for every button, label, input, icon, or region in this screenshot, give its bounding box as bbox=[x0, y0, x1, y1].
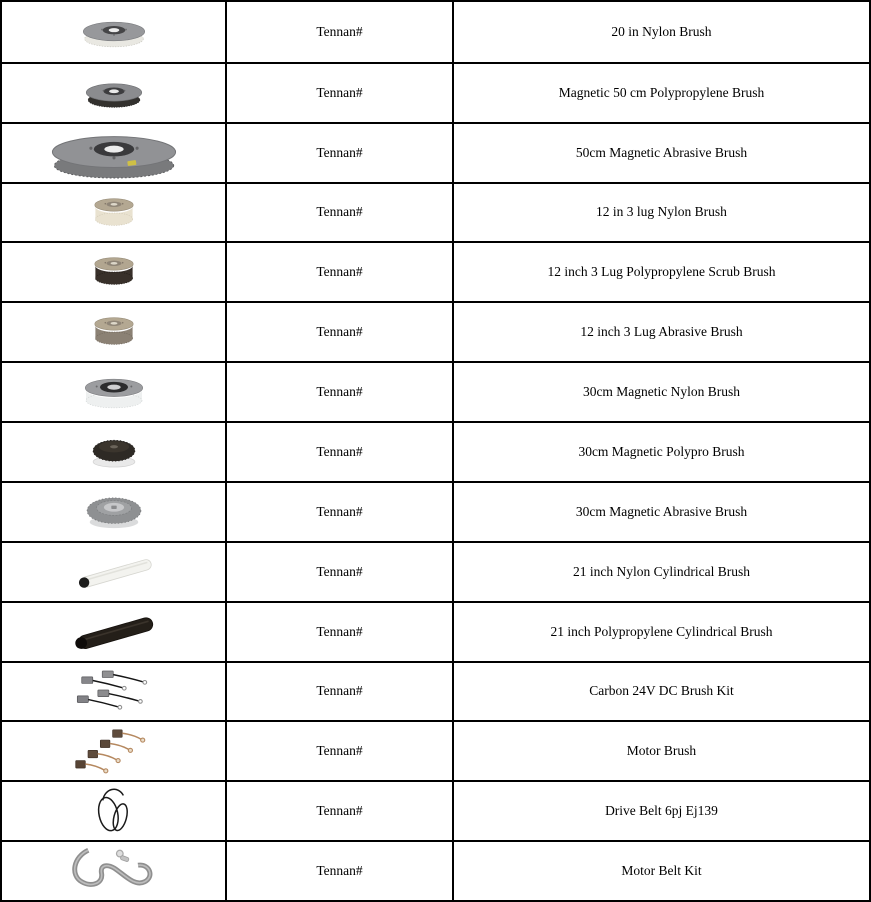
part-number-text: Tennan# bbox=[316, 743, 363, 759]
description-cell bbox=[452, 603, 869, 661]
21-inch-nylon-cylindrical-brush-image bbox=[66, 548, 162, 596]
table-row bbox=[2, 62, 869, 122]
table-row bbox=[2, 661, 869, 721]
12-inch-3-lug-abrasive-brush-image bbox=[83, 312, 145, 352]
product-image-cell bbox=[2, 363, 225, 421]
21-inch-polypropylene-cylindrical-brush-image bbox=[64, 607, 164, 657]
part-number-text: Tennan# bbox=[316, 862, 363, 878]
part-number-cell bbox=[225, 483, 452, 541]
product-image-cell bbox=[2, 543, 225, 601]
table-row bbox=[2, 361, 869, 421]
description-cell bbox=[452, 663, 869, 721]
part-number-text: Tennan# bbox=[316, 443, 363, 459]
magnetic-50cm-polypropylene-brush-image bbox=[77, 74, 151, 111]
part-number-cell bbox=[225, 2, 452, 62]
description-text: Carbon 24V DC Brush Kit bbox=[589, 683, 734, 699]
description-cell bbox=[452, 483, 869, 541]
part-number-cell bbox=[225, 124, 452, 182]
description-text: 20 in Nylon Brush bbox=[611, 23, 712, 39]
table-row bbox=[2, 780, 869, 840]
30cm-magnetic-polypro-brush-image bbox=[81, 433, 147, 471]
motor-belt-kit-image bbox=[64, 842, 164, 900]
product-image-cell bbox=[2, 64, 225, 122]
part-number-text: Tennan# bbox=[316, 84, 363, 100]
part-number-text: Tennan# bbox=[316, 683, 363, 699]
drive-belt-image bbox=[2, 782, 225, 840]
part-number-cell bbox=[225, 543, 452, 601]
description-cell bbox=[452, 64, 869, 122]
product-image-cell bbox=[2, 184, 225, 242]
description-cell bbox=[452, 303, 869, 361]
description-text: 30cm Magnetic Polypro Brush bbox=[578, 443, 745, 459]
12-in-3-lug-nylon-brush-image bbox=[83, 193, 145, 233]
product-image-cell bbox=[2, 124, 225, 182]
table-row bbox=[2, 601, 869, 661]
part-number-text: Tennan# bbox=[316, 623, 363, 639]
part-number-text: Tennan# bbox=[316, 23, 363, 39]
table-row bbox=[2, 301, 869, 361]
description-text: 50cm Magnetic Abrasive Brush bbox=[575, 144, 748, 160]
product-image-cell bbox=[2, 483, 225, 541]
12-inch-3-lug-polypropylene-scrub-brush-image bbox=[83, 252, 145, 292]
motor-belt-kit-image bbox=[2, 842, 225, 900]
part-number-text: Tennan# bbox=[316, 324, 363, 340]
part-number-cell bbox=[225, 722, 452, 780]
product-image-cell bbox=[2, 243, 225, 301]
description-text: 12 inch 3 Lug Abrasive Brush bbox=[580, 324, 743, 340]
table-row bbox=[2, 182, 869, 242]
description-cell bbox=[452, 423, 869, 481]
table-row bbox=[2, 421, 869, 481]
description-cell bbox=[452, 184, 869, 242]
description-text: 12 inch 3 Lug Polypropylene Scrub Brush bbox=[547, 264, 776, 280]
part-number-cell bbox=[225, 782, 452, 840]
part-number-cell bbox=[225, 303, 452, 361]
20-in-nylon-brush-image bbox=[74, 12, 154, 51]
50cm-magnetic-abrasive-brush-image bbox=[37, 124, 191, 182]
part-number-text: Tennan# bbox=[316, 204, 363, 220]
table-row bbox=[2, 241, 869, 301]
part-number-text: Tennan# bbox=[316, 144, 363, 160]
part-number-text: Tennan# bbox=[316, 503, 363, 519]
description-text: 30cm Magnetic Nylon Brush bbox=[582, 384, 741, 400]
description-text: Motor Belt Kit bbox=[621, 862, 702, 878]
product-image-cell bbox=[2, 603, 225, 661]
30cm-magnetic-nylon-brush-image bbox=[74, 371, 154, 414]
table-row bbox=[2, 2, 869, 62]
part-number-text: Tennan# bbox=[316, 384, 363, 400]
description-cell bbox=[452, 782, 869, 840]
product-image-cell bbox=[2, 2, 225, 62]
description-cell bbox=[452, 722, 869, 780]
description-cell bbox=[452, 2, 869, 62]
description-cell bbox=[452, 243, 869, 301]
part-number-cell bbox=[225, 663, 452, 721]
part-number-text: Tennan# bbox=[316, 803, 363, 819]
part-number-text: Tennan# bbox=[316, 264, 363, 280]
part-number-cell bbox=[225, 363, 452, 421]
description-cell bbox=[452, 842, 869, 900]
product-image-cell bbox=[2, 303, 225, 361]
part-number-cell bbox=[225, 603, 452, 661]
motor-brush-image bbox=[73, 727, 155, 775]
description-cell bbox=[452, 363, 869, 421]
description-text: 21 inch Polypropylene Cylindrical Brush bbox=[550, 623, 773, 639]
description-text: 30cm Magnetic Abrasive Brush bbox=[575, 503, 748, 519]
table-row bbox=[2, 720, 869, 780]
description-text: Drive Belt 6pj Ej139 bbox=[605, 803, 718, 819]
table-row bbox=[2, 541, 869, 601]
product-image-cell bbox=[2, 423, 225, 481]
part-number-cell bbox=[225, 184, 452, 242]
part-number-cell bbox=[225, 64, 452, 122]
30cm-magnetic-abrasive-brush-image bbox=[77, 491, 151, 533]
description-text: 12 in 3 lug Nylon Brush bbox=[596, 204, 727, 220]
description-text: 21 inch Nylon Cylindrical Brush bbox=[573, 563, 750, 579]
part-number-cell bbox=[225, 243, 452, 301]
part-number-cell bbox=[225, 423, 452, 481]
product-image-cell bbox=[2, 663, 225, 721]
drive-belt-image bbox=[92, 783, 136, 839]
product-image-cell bbox=[2, 722, 225, 780]
description-text: Motor Brush bbox=[626, 743, 697, 759]
description-cell bbox=[452, 124, 869, 182]
part-number-cell bbox=[225, 842, 452, 900]
part-number-text: Tennan# bbox=[316, 563, 363, 579]
carbon-24v-dc-brush-kit-image bbox=[70, 668, 158, 715]
table-row bbox=[2, 840, 869, 900]
table-row bbox=[2, 481, 869, 541]
table-row bbox=[2, 122, 869, 182]
description-cell bbox=[452, 543, 869, 601]
description-text: Magnetic 50 cm Polypropylene Brush bbox=[558, 84, 765, 100]
